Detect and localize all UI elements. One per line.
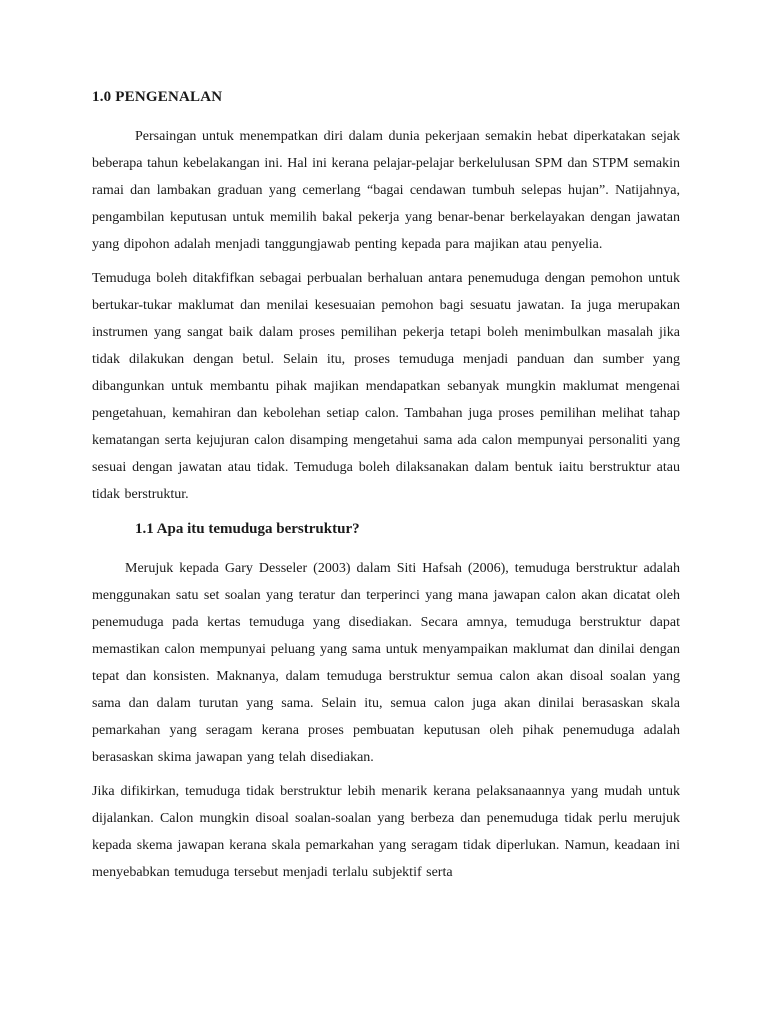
section-heading: 1.0 PENGENALAN — [92, 89, 223, 105]
paragraph-intro: Persaingan untuk menempatkan diri dalam dunia pekerjaan semakin hebat diperkatakan sejak beberapa tahun kebelakangan ini. Hal ini kerana pelajar-pelajar berkelulusan SPM dan STPM semakin ramai dan lambakan graduan yang cemerlang “bagai cendawan tumbuh selepas hujan”. Natijahnya, pengambilan keputusan untuk memilih bakal pekerja yang benar-benar berkelayakan dengan jawatan yang dipohon adalah menjadi tanggungjawab penting kepada para majikan atau penyelia. — [92, 129, 680, 252]
paragraph-temuduga-definition: Temuduga boleh ditakfifkan sebagai perbualan berhaluan antara penemuduga dengan pemohon untuk bertukar-tukar maklumat dan menilai kesesuaian pemohon bagi sesuatu jawatan. Ia juga merupakan instrumen yang sangat baik dalam proses pemilihan pekerja tetapi boleh menimbulkan masalah jika tidak dilakukan dengan betul. Selain itu, proses temuduga menjadi panduan dan sumber yang dibangunkan untuk membantu pihak majikan mendapatkan sebanyak mungkin maklumat mengenai pengetahuan, kemahiran dan kebolehan setiap calon. Tambahan juga proses pemilihan melihat tahap kematangan serta kejujuran calon disamping mengetahui sama ada calon mempunyai personaliti yang sesuai dengan jawatan atau tidak. Temuduga boleh dilaksanakan dalam bentuk iaitu berstruktur atau tidak berstruktur. — [92, 271, 680, 502]
subsection-heading: 1.1 Apa itu temuduga berstruktur? — [135, 521, 360, 537]
paragraph-tidak-berstruktur: Jika difikirkan, temuduga tidak berstruktur lebih menarik kerana pelaksanaannya yang mudah untuk dijalankan. Calon mungkin disoal soalan-soalan yang berbeza dan penemuduga tidak perlu merujuk kepada skema jawapan kerana skala pemarkahan yang seragam tidak diperlukan. Namun, keadaan ini menyebabkan temuduga tersebut menjadi terlalu subjektif serta — [92, 784, 680, 880]
paragraph-berstruktur: Merujuk kepada Gary Desseler (2003) dalam Siti Hafsah (2006), temuduga berstruktur adalah menggunakan satu set soalan yang teratur dan terperinci yang mana jawapan calon akan dicatat oleh penemuduga pada kertas temuduga yang disediakan. Secara amnya, temuduga berstruktur dapat memastikan calon mempunyai peluang yang sama untuk menyampaikan maklumat dan dinilai dengan tepat dan konsisten. Maknanya, dalam temuduga berstruktur semua calon akan disoal soalan yang sama dan dalam turutan yang sama. Selain itu, semua calon juga akan dinilai berasaskan skala pemarkahan yang seragam kerana proses pembuatan keputusan oleh pihak penemuduga adalah berasaskan skima jawapan yang telah disediakan. — [92, 561, 680, 765]
